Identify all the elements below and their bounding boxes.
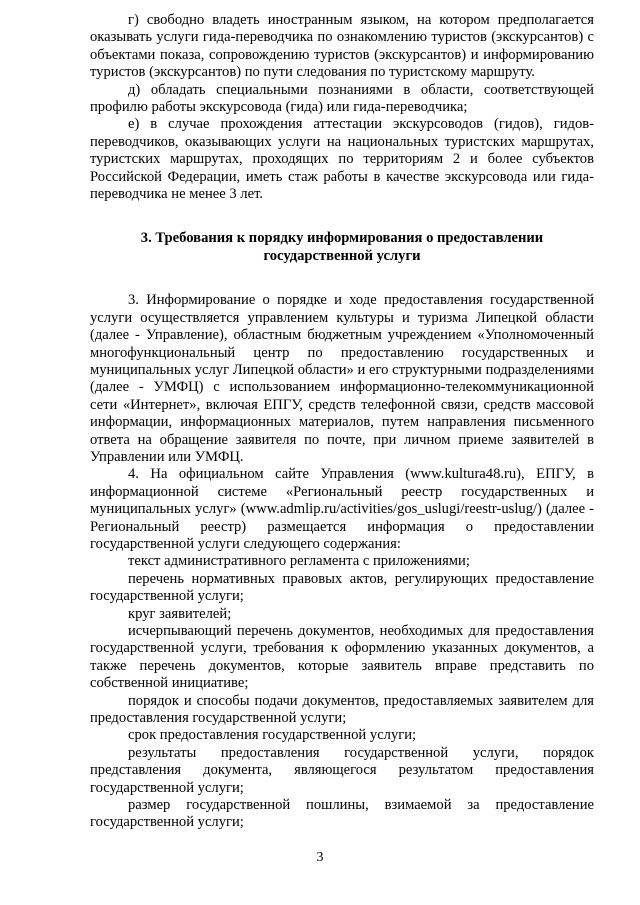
list-item: текст административного регламента с приложениями; [128,553,470,570]
page-content [90,12,594,832]
paragraph: д) обладать специальными познаниями в области, соответствующей профилю работы экскурсовода (гида) или гида-переводчика; [90,81,594,116]
page-number: 3 [316,850,324,865]
list-item: исчерпывающий перечень документов, необходимых для предоставления государственной услуги, требования к оформлению указанных документов, а также перечень документов, которые заявитель вправе представить по собственной инициативе; [90,623,594,692]
list-item: результаты предоставления государственной услуги, порядок представления документа, являющегося результатом предоставления государственной услуги; [90,744,594,796]
list-item: срок предоставления государственной услуги; [128,727,417,744]
list-item: перечень нормативных правовых актов, регулирующих предоставление государственной услуги; [90,570,594,605]
paragraph: 4. На официальном сайте Управления (www.kultura48.ru), ЕПГУ, в информационной системе «Региональный реестр государственных и муниципальных услуг» (www.admlip.ru/activities/gos_uslugi/reestr-uslug/) (далее - Региональный реестр) размещается информация о предоставлении государственной услуги следующего содержания: [90,466,594,552]
list-item: размер государственной пошлины, взимаемой за предоставление государственной услуги; [90,797,594,831]
paragraph: е) в случае прохождения аттестации экскурсоводов (гидов), гидов-переводчиков, оказывающих услуги на национальных туристских маршрутах, туристских маршрутах, проходящих по территориям 2 и более субъектов Российской Федерации, иметь стаж работы в качестве экскурсовода или гида-переводчика не менее 3 лет. [90,116,594,203]
paragraph: 3. Информирование о порядке и ходе предоставления государственной услуги осуществляется управлением культуры и туризма Липецкой области (далее - Управление), областным бюджетным учреждением «Уполномоченный многофункциональный центр по предоставлению государственных и муниципальных услуг Липецкой области» и его структурными подразделениями (далее - УМФЦ) с использованием информационно-телекоммуникационной сети «Интернет», включая ЕПГУ, средств телефонной связи, средств массовой информации, информационных материалов, путем направления письменного ответа на обращение заявителя по почте, при личном приеме заявителей в Управлении или УМФЦ. [90,292,594,465]
section-heading: 3. Требования к порядку информирования о предоставлении государственной услуги [140,230,544,264]
list-item: круг заявителей; [128,605,232,622]
paragraph: г) свободно владеть иностранным языком, на котором предполагается оказывать услуги гида-переводчика по ознакомлению туристов (экскурсантов) с объектами показа, сопровождению туристов (экскурсантов) и информированию туристов (экскурсантов) по пути следования по туристскому маршруту. [90,12,594,81]
list-item: порядок и способы подачи документов, предоставляемых заявителем для предоставления государственной услуги; [90,692,594,727]
